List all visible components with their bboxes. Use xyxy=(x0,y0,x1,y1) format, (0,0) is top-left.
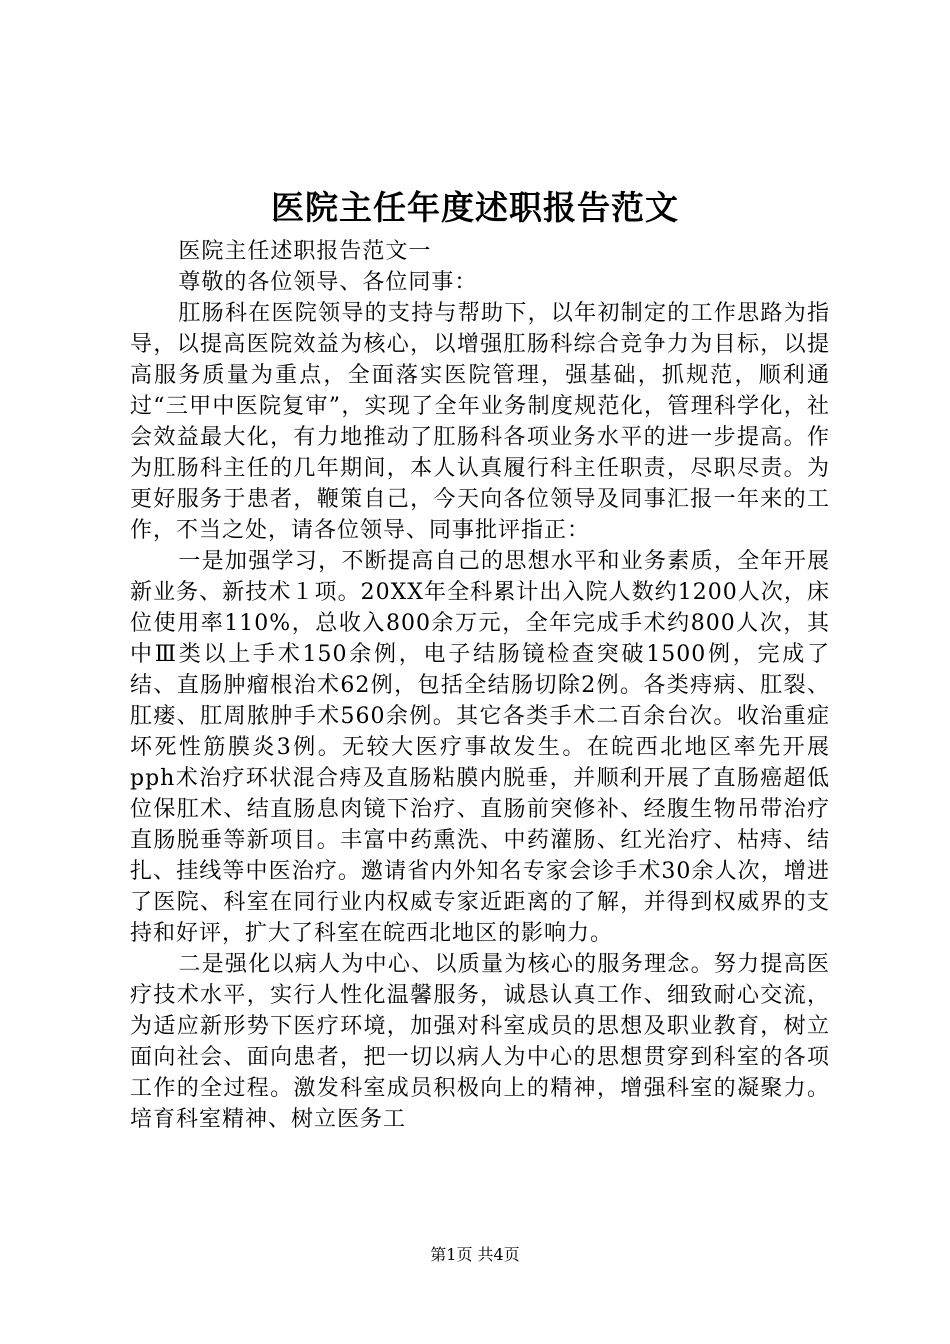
paragraph-point-one: 一是加强学习，不断提高自己的思想水平和业务素质，全年开展新业务、新技术１项。20XX年全科累计出入院人数约1200人次，床位使用率110%，总收入800余万元，全年完成手术约800人次，其中Ⅲ类以上手术150余例，电子结肠镜检查突破1500例，完成了结、直肠肿瘤根治术62例，包括全结肠切除2例。各类痔病、肛裂、肛瘘、肛周脓肿手术560余例。其它各类手术二百余台次。收治重症坏死性筋膜炎3例。无较大医疗事故发生。在皖西北地区率先开展pph术治疗环状混合痔及直肠粘膜内脱垂，并顺利开展了直肠癌超低位保肛术、结直肠息肉镜下治疗、直肠前突修补、经腹生物吊带治疗直肠脱垂等新项目。丰富中药熏洗、中药灌肠、红光治疗、枯痔、结扎、挂线等中医治疗。邀请省内外知名专家会诊手术30余人次，增进了医院、科室在同行业内权威专家近距离的了解，并得到权威界的支持和好评，扩大了科室在皖西北地区的影响力。 xyxy=(130,549,830,946)
section-heading: 医院主任述职报告范文一 xyxy=(178,239,432,264)
paragraph-point-two: 二是强化以病人为中心、以质量为核心的服务理念。努力提高医疗技术水平，实行人性化温馨服务，诚恳认真工作、细致耐心交流，为适应新形势下医疗环境，加强对科室成员的思想及职业教育，树立面向社会、面向患者，把一切以病人为中心的思想贯穿到科室的各项工作的全过程。激发科室成员积极向上的精神，增强科室的凝聚力。培育科室精神、树立医务工 xyxy=(130,952,830,1132)
document-title: 医院主任年度述职报告范文 xyxy=(271,188,679,227)
page-number-footer: 第1页 共4页 xyxy=(430,1245,520,1264)
salutation: 尊敬的各位领导、各位同事： xyxy=(178,270,478,295)
document-body xyxy=(130,236,830,1135)
paragraph-intro: 肛肠科在医院领导的支持与帮助下，以年初制定的工作思路为指导，以提高医院效益为核心，以增强肛肠科综合竞争力为目标，以提高服务质量为重点，全面落实医院管理，强基础，抓规范，顺利通过“三甲中医院复审”，实现了全年业务制度规范化，管理科学化，社会效益最大化，有力地推动了肛肠科各项业务水平的进一步提高。作为肛肠科主任的几年期间，本人认真履行科主任职责，尽职尽责。为更好服务于患者，鞭策自己，今天向各位领导及同事汇报一年来的工作，不当之处，请各位领导、同事批评指正： xyxy=(130,301,830,543)
